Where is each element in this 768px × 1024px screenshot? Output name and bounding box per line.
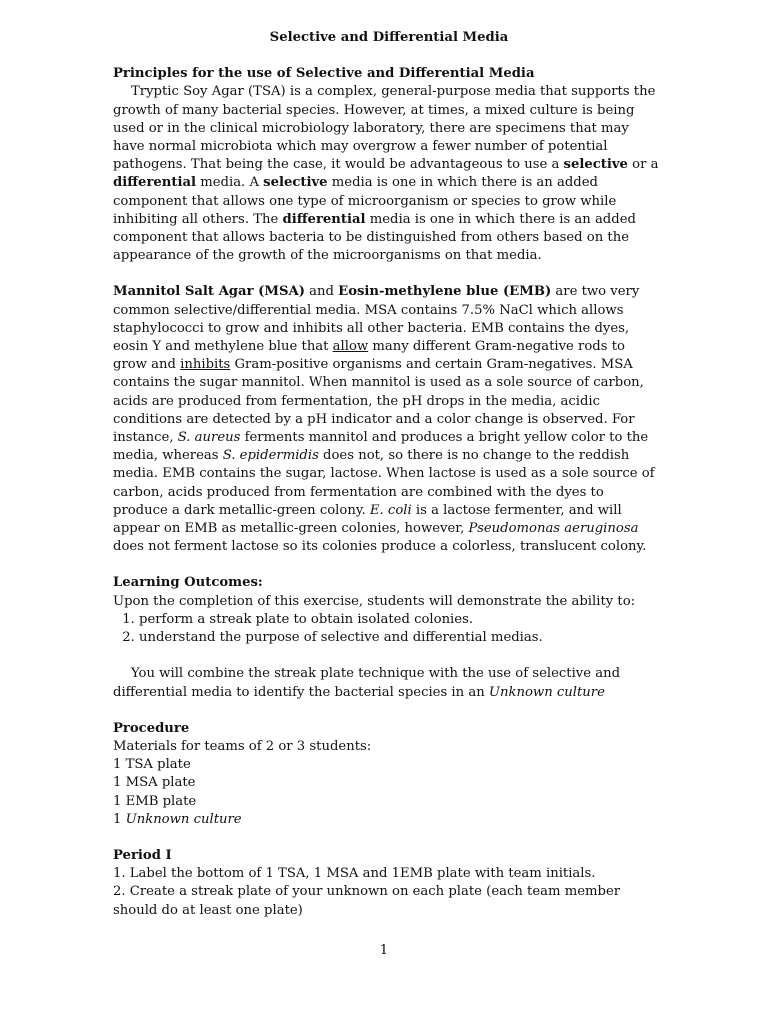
msa-emb-text: Gram-positive organisms and certain Gram-negatives. MSA contains the sugar mannitol. When mannitol is used as a sole source of carbon, acids are produced from fermentation, the pH drops in the media, acidic conditions are detected by a pH indicator and a color change is observed. For instance, (113, 357, 644, 446)
principles-heading: Principles for the use of Selective and Differential Media (113, 66, 535, 82)
selective-term-2: selective (263, 175, 328, 191)
material-item: 1 MSA plate (113, 775, 196, 791)
period-step-2: 2. Create a streak plate of your unknown on each plate (each team member should do at least one plate) (113, 884, 621, 918)
principles-text-e: media. A (196, 175, 264, 191)
msa-emb-text: are two very common selective/differential media. MSA contains 7.5% NaCl which allows staphylococci to grow and inhibits all other bacteria. EMB contains the dyes, eosin Y and methylene blue that (113, 284, 640, 355)
s-epidermidis-name: S. epidermidis (222, 448, 319, 464)
combine-paragraph (113, 665, 661, 701)
msa-emb-text: and (304, 284, 339, 300)
material-item: 1 TSA plate (113, 757, 191, 773)
material-item: 1 EMB plate (113, 793, 197, 809)
msa-emb-text: ferments mannitol and produces a bright yellow color to the media, whereas (113, 430, 649, 464)
material-count: 1 (113, 811, 126, 827)
procedure-heading: Procedure (113, 720, 190, 736)
inhibits-underlined: inhibits (180, 357, 231, 373)
emb-term: Eosin-methylene blue (EMB) (338, 284, 552, 300)
learning-outcomes-list (113, 611, 661, 647)
selective-term: selective (563, 157, 628, 173)
e-coli-name: E. coli (369, 502, 412, 518)
principles-text-a: Tryptic Soy Agar (TSA) is a complex, general-purpose media that supports the growth of many bacterial species. However, at times, a mixed culture is being used or in the clinical microbiology laboratory, there are specimens that may have normal microbiota which may overgrow a fewer number of potential pathogens. That being the case, it would be advantageous to use a (113, 84, 656, 173)
document-page (113, 29, 661, 920)
unknown-culture-term: Unknown culture (488, 684, 605, 700)
msa-term: Mannitol Salt Agar (MSA) (113, 284, 305, 300)
document-title: Selective and Differential Media (269, 30, 509, 45)
learning-outcomes-heading: Learning Outcomes: (113, 575, 263, 591)
differential-term: differential (113, 175, 197, 191)
s-aureus-name: S. aureus (177, 430, 241, 446)
list-item: 2. understand the purpose of selective and differential medias. (139, 629, 661, 647)
msa-emb-text: does not, so there is no change to the reddish media. EMB contains the sugar, lactose. When lactose is used as a sole source of carbon, acids produced from fermentation are combined with the dyes to produce a dark metallic-green colony. (113, 448, 655, 518)
list-item: 1. perform a streak plate to obtain isolated colonies. (139, 611, 661, 629)
principles-text-i: media is one in which there is an added component that allows bacteria to be distinguished from others based on the appearance of the growth of the microorganisms on that media. (113, 211, 636, 264)
principles-paragraph (113, 83, 661, 265)
principles-text-c: or a (627, 157, 659, 173)
period-heading: Period I (113, 847, 172, 863)
msa-emb-paragraph (113, 283, 661, 556)
learning-outcomes-intro: Upon the completion of this exercise, students will demonstrate the ability to: (113, 593, 636, 609)
msa-emb-text: does not ferment lactose so its colonies produce a colorless, translucent colony. (113, 539, 647, 555)
period-step-1: 1. Label the bottom of 1 TSA, 1 MSA and 1EMB plate with team initials. (113, 866, 596, 882)
allow-underlined: allow (332, 339, 369, 355)
material-item (113, 811, 661, 829)
materials-intro: Materials for teams of 2 or 3 students: (113, 738, 372, 754)
msa-emb-text: is a lactose fermenter, and will appear on EMB as metallic-green colonies, however, (113, 502, 622, 537)
unknown-culture-term: Unknown culture (125, 811, 242, 827)
msa-emb-text: many different Gram-negative rods to grow and (113, 339, 625, 373)
combine-text: You will combine the streak plate technique with the use of selective and differential media to identify the bacterial species in an (113, 666, 621, 700)
principles-text-g: media is one in which there is an added component that allows one type of microorganism or species to grow while inhibiting all others. The (113, 175, 617, 227)
differential-term-2: differential (282, 211, 366, 227)
page-number: 1 (379, 943, 389, 958)
pseudomonas-name: Pseudomonas aeruginosa (468, 521, 639, 537)
